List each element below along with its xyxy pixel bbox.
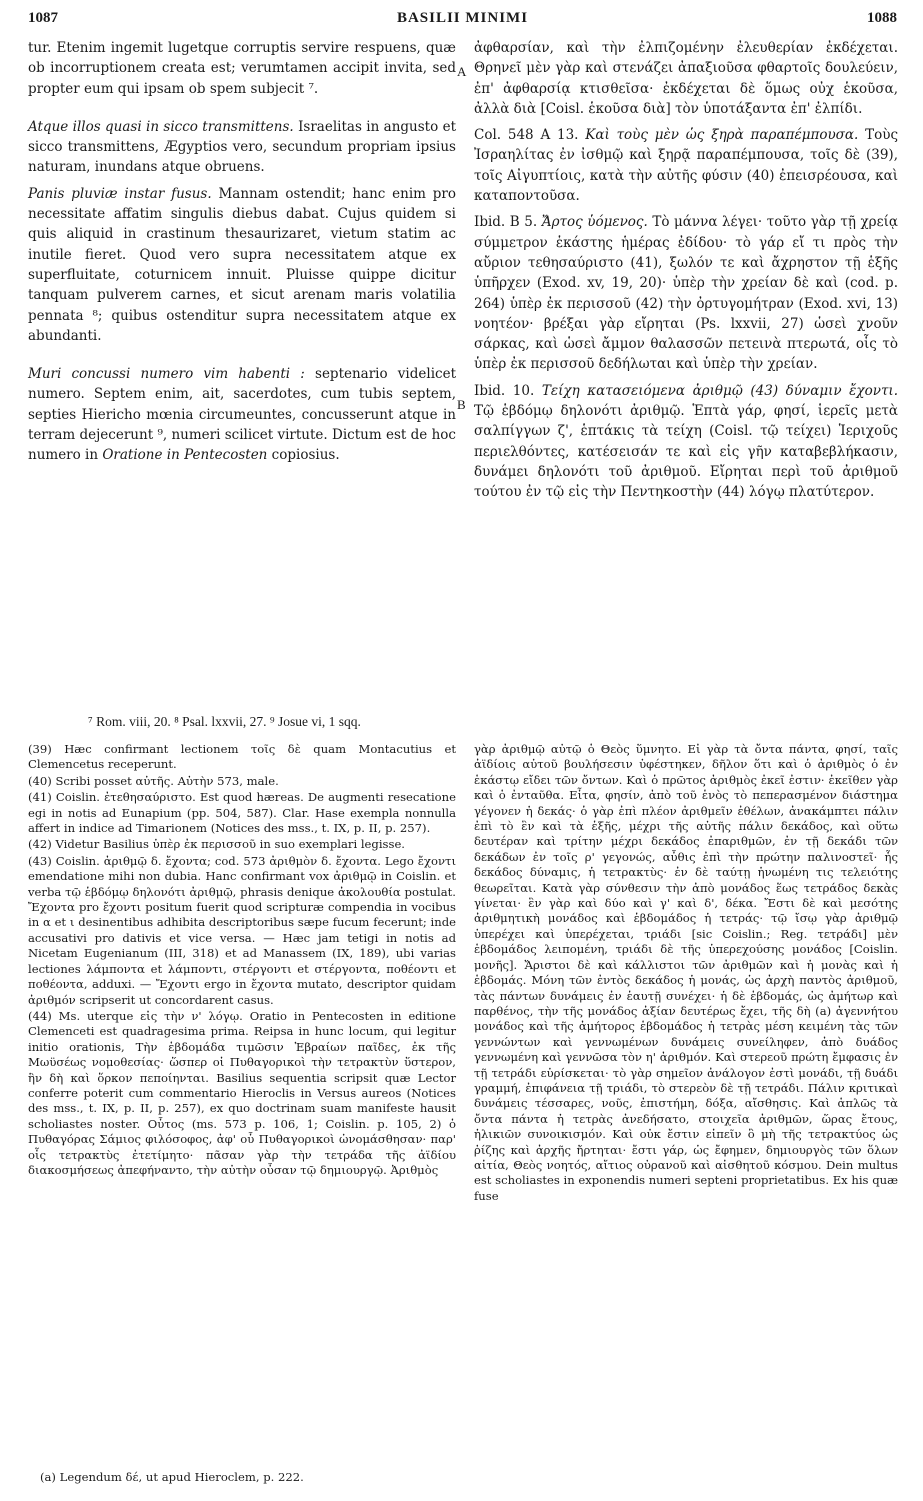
latin-column xyxy=(28,38,456,472)
lemma: Καὶ τοὺς μὲν ὡς ξηρὰ παραπέμπουσα. xyxy=(585,127,859,144)
latin-paragraph: Atque illos quasi in sicco transmittens. Israelitas in angusto et sicco transmittens, Ægyptios vero, secundum propriam ipsius naturam, inundans atque obruens. xyxy=(28,118,456,176)
reference: Oratione in Pentecosten xyxy=(102,447,268,464)
note: (44) Ms. uterque εἰς τὴν ν' λόγῳ. Oratio in Pentecosten in editione Clemenceti est quadragesima prima. Reipsa in hunc locum, qui legitur initio orationis, Τὴν ἑβδομάδα τιμῶσιν Ἑβραίων παῖδες, ἐκ τῆς Μωϋσέως νομοθεσίας· ὥσπερ οἱ Πυθαγορικοὶ τὴν τετρακτὺν ὕστερον, ἣν δὴ καὶ ὅρκον πεποίηνται. Basilius sequentia scripsit quæ Lector conferre poterit cum commentario Hieroclis in Versus aureos (Notices des mss., t. IX, p. II, p. 257), ex quo doctrinam suam manifeste hausit scholiastes noster. Οὗτος (ms. 573 p. 106, 1; Coislin. p. 105, 2) ὁ Πυθαγόρας Σάμιος φιλόσοφος, ἀφ' οὗ Πυθαγορικοὶ ὠνομάσθησαν· παρ' οἷς τετρακτὺς ἐτετίμητο· πᾶσαν γὰρ τὴν τετράδα τῆς ἀϊδίου διακοσμήσεως ἀπεφήναντο, τὴν αὐτὴν οὖσαν τῷ δημιουργῷ. Ἀριθμὸς xyxy=(28,1008,456,1177)
note: (40) Scribi posset αὐτῆς. Αὐτὴν 573, male. xyxy=(28,773,279,788)
margin-marker-b: B xyxy=(457,397,466,412)
lemma: Atque illos quasi in sicco transmittens. xyxy=(28,118,294,135)
lemma: Muri concussi numero vim habenti : xyxy=(28,366,305,383)
lemma: Τείχη κατασειόμενα ἀριθμῷ (43) δύναμιν ἔχοντι. xyxy=(541,382,898,399)
footnote: (a) Legendum δέ, ut apud Hieroclem, p. 222. xyxy=(40,1470,304,1484)
note-continuation: γὰρ ἀριθμῷ αὐτῷ ὁ Θεὸς ὕμνητο. Εἰ γὰρ τὰ ὄντα πάντα, φησί, ταῖς ἀϊδίοις αὐτοῦ βουλήσεσιν ὑφέστηκεν, δῆλον ὅτι καὶ ὁ ἀριθμὸς ὁ ἐν ἑκάστῳ εἴδει τῶν ὄντων. Καὶ ὁ πρῶτος ἀριθμὸς ἐκεῖ ἐστιν· ἐκεῖθεν γὰρ καὶ ὁ ἐνταῦθα. Εἶτα, φησίν, ἀπὸ τοῦ ἑνὸς τὸ πεπερασμένον διάστημα γέγονεν ἡ δεκάς· ὁ γὰρ ἐπὶ πλέον ἀριθμεῖν ἐθέλων, ἀνακάμπτει πάλιν ἐπὶ τὸ ἓν καὶ τὰ ἑξῆς, μέχρι τῆς αὐτῆς πάλιν δεκάδος, καὶ οὕτω δευτέραν καὶ τρίτην μέχρι δεκάδος ἐπαριθμῶν, ἐν τῇ δεκάδι τῶν δεκάδων ἐν τοῖς ρ' γεγονώς, αὖθις ἐπὶ τὴν πρώτην παλινοστεῖ· ἧς δεκάδος δύναμις, ἡ τετρακτὺς· ἐν δὲ ταύτῃ ἡνωμένη τις τελειότης θεωρεῖται. Κατὰ γὰρ σύνθεσιν τὴν ἀπὸ μονάδος ἕως τετράδος δεκὰς γίνεται· ἓν γὰρ καὶ δύο καὶ γ' καὶ δ', δέκα. Ἔστι δὲ καὶ μεσότης ἀριθμητικὴ μονάδος καὶ ἑβδομάδος ἡ τετράς· τῷ ἴσῳ γὰρ ἀριθμῷ ὑπερέχει καὶ ὑπερέχεται, τριάδι [sic Coislin.; Reg. τετράδι] μὲν ἑβδομάδος λειπομένη, τριάδι δὲ τῆς ὑπερεχούσης μονάδος [Coislin. μονῆς]. Ἄριστοι δὲ καὶ κάλλιστοι τῶν ἀριθμῶν καὶ ἡ μονὰς καὶ ἡ ἑβδομάς. Μόνη τῶν ἐντὸς δεκάδος ἡ μονάς, ὡς ἀρχὴ παντὸς ἀριθμοῦ, τὰς πάντων δυνάμεις ἐν ἑαυτῇ συνέχει· ἡ δὲ ἑβδομάς, ὡς ἀμήτωρ καὶ παρθένος, τὴν τῆς μονάδος ἀξίαν δευτέρως ἔχει, τῆς δὴ (a) ἀγεννήτου μονάδος καὶ τῆς ἀμήτορος ἑβδομάδος ἡ τετρὰς μέση κειμένη τὰς τῶν γεννώντων καὶ γεννωμένων δυνάμεις συνείληφεν, ἀπὸ δυάδος γεννωμένη καὶ γεννῶσα τὸν η' ἀριθμόν. Καὶ στερεοῦ πρώτη ἔμφασις ἐν τῇ τετράδι εὑρίσκεται· τὸ γὰρ σημεῖον ἀνάλογον ἐστὶ μονάδι, τῇ δυάδι γραμμή, ἐπιφάνεια τῇ τριάδι, τὸ στερεὸν δὲ τῇ τετράδι. Πάλιν κριτικαὶ δυνάμεις τέσσαρες, νοῦς, ἐπιστήμη, δόξα, αἴσθησις. Καὶ ἁπλῶς τὰ ὄντα πάντα ἡ τετρὰς ἀνεδήσατο, στοιχεῖα ἀριθμῶν, ὥρας ἔτους, ἡλικιῶν συνοικισμόν. Καὶ οὐκ ἔστιν εἰπεῖν ὃ μὴ τῆς τετρακτύος ὡς ῥίζης καὶ ἀρχῆς ἤρτηται· ἔστι γάρ, ὡς ἔφημεν, δημιουργὸς τῶν ὅλων αἰτία, Θεὸς νοητός, αἴτιος οὐρανοῦ καὶ αἰσθητοῦ κόσμου. Dein multus est scholiastes in exponendis numeri septeni proprietatibus. Ex his quæ fuse xyxy=(474,742,898,1203)
greek-paragraph: ἀφθαρσίαν, καὶ τὴν ἐλπιζομένην ἐλευθερίαν ἐκδέχεται. Θρηνεῖ μὲν γὰρ καὶ στενάζει ἀπαξιοῦσα φθαρτοῖς δουλεύειν, ἐπ' ἀφθαρσίᾳ κτισθεῖσα· ἐκδέχεται δὲ ὅμως οὐχ ἑκοῦσα, ἀλλὰ διὰ [Coisl. ἑκοῦσα διὰ] τὸν ὑποτάξαντα ἐπ' ἐλπίδι. xyxy=(474,40,898,117)
page-number-right: 1088 xyxy=(867,10,897,26)
greek-paragraph: Ibid. B 5. Ἄρτος ὑόμενος. Τὸ μάννα λέγει· τοῦτο γὰρ τῇ χρείᾳ σύμμετρον ἑκάστης ἡμέρας ἐδίδου· τὸ γάρ εἴ τι πρὸς τὴν αὔριον τεθησαύριστο (41), ξωλόν τε καὶ ἄχρηστον τῇ ἑξῆς ὑπῆρχεν (Exod. xv, 19, 20)· ὑπὲρ τὴν χρείαν δὲ καὶ (cod. p. 264) ὑπὲρ ἐκ περισσοῦ (42) τὴν ὀρτυγομήτραν (Exod. xvi, 13) νοητέον· βρέξαι γὰρ εἴρηται (Ps. lxxvii, 27) ὡσεὶ χνοῦν σάρκας, καὶ ὡσεὶ ἄμμον θαλασσῶν πετεινὰ πτερωτά, οἷς τὸ ὑπὲρ ἐκ περισσοῦ δεδήλωται καὶ ὑπὲρ τὴν χρείαν. xyxy=(474,214,898,373)
page-number-left: 1087 xyxy=(28,10,58,26)
notes-left xyxy=(28,742,456,1179)
running-title: BASILII MINIMI xyxy=(396,10,529,26)
latin-paragraph: tur. Etenim ingemit lugetque corruptis servire respuens, quæ ob incorruptionem creata est; verumtamen accipit invita, sed propter eum qui ipsam ob spem subjecit ⁷. xyxy=(28,40,456,97)
notes-right xyxy=(474,742,898,1205)
lemma: Panis pluviæ instar fusus. xyxy=(28,185,212,202)
greek-paragraph: Ibid. 10. Τείχη κατασειόμενα ἀριθμῷ (43) δύναμιν ἔχοντι. Τῷ ἑβδόμῳ δηλονότι ἀριθμῷ. Ἑπτὰ γάρ, φησί, ἱερεῖς μετὰ σαλπίγγων ζ', ἑπτάκις τὰ τείχη (Coisl. τῷ τείχει) Ἱεριχοῦς περιελθόντες, κατέσεισάν τε καὶ εἰς γῆν καταβεβλήκασιν, δυνάμει δηλονότι τοῦ ἀριθμοῦ. Εἴρηται περὶ τοῦ ἀριθμοῦ τούτου ἐν τῷ εἰς τὴν Πεντηκοστὴν (44) λόγῳ πλατύτερον. xyxy=(474,382,898,501)
lemma: Ἄρτος ὑόμενος. xyxy=(541,214,648,231)
note: (41) Coislin. ἐτεθησαύριστο. Est quod hæreas. De augmenti resecatione egi in notis ad Eunapium (pp. 504, 587). Clar. Hase exempla nonnulla affert in indice ad Timarionem (Notices des mss., t. IX, p. II, p. 257). xyxy=(28,790,456,836)
note: (43) Coislin. ἀριθμῷ δ. ἔχοντα; cod. 573 ἀριθμὸν δ. ἔχοντα. Lego ἔχοντι emendatione mihi non dubia. Hanc confirmant vox ἀριθμῷ in Coislin. et verba τῷ ἑβδόμῳ δηλονότι ἀριθμῷ, phrasis denique ἀκολουθία postulat. Ἔχοντα pro ἔχοντι positum fuerit quod scripturæ compendia in vocibus in α et ι desinentibus adhibita descriptoribus sæpe fucum fecerunt; inde accusativi pro dativis et vice versa. — Hæc jam tetigi in notis ad Nicetam Eugenianum (III, 318) et ad Manassem (IX, 189), ubi varias lectiones λάμποντα et λάμποντι, στέργοντι et στέργοντα, ποθέοντι et ποθέοντα, adduxi. — Ἔχοντι ergo in ἔχοντα mutato, descriptor quidam ἀριθμόν scripserit ut concordarent casus. xyxy=(28,853,456,1007)
greek-column xyxy=(474,38,898,509)
page-header xyxy=(28,6,897,32)
note: (42) Videtur Basilius ὑπὲρ ἐκ περισσοῦ in suo exemplari legisse. xyxy=(28,837,405,852)
note: (39) Hæc confirmant lectionem τοῖς δὲ quam Montacutius et Clemencetus receperunt. xyxy=(28,742,456,772)
bible-references: ⁷ Rom. viii, 20. ⁸ Psal. lxxvii, 27. ⁹ Josue vi, 1 sqq. xyxy=(88,714,361,729)
greek-paragraph: Col. 548 A 13. Καὶ τοὺς μὲν ὡς ξηρὰ παραπέμπουσα. Τοὺς Ἰσραηλίτας ἐν ἰσθμῷ καὶ ξηρᾷ παραπέμπουσα, τοῖς δὲ (39), τοῖς Αἰγυπτίοις, κατὰ τὴν αὐτῆς φύσιν (40) ἐπεισρέουσα, καὶ καταποντοῦσα. xyxy=(474,127,899,205)
latin-paragraph: Panis pluviæ instar fusus. Mannam ostendit; hanc enim pro necessitate affatim singulis diebus dabat. Cujus quidem si quis aliquid in crastinum thesaurizaret, vietum statim ac inutile fieret. Quod vero supra necessitatem atque ex superfluitate, coturnicem innuit. Pluisse quippe dicitur tanquam pulverem carnes, et sicut arenam maris volatilia pennata ⁸; quibus ostenditur supra necessitatem atque ex abundanti. xyxy=(28,185,456,344)
margin-marker-a: A xyxy=(457,64,467,79)
latin-paragraph: Muri concussi numero vim habenti : septenario videlicet numero. Septem enim, ait, sacerdotes, cum tubis septem, septies Hiericho mœnia circumeuntes, concusserunt atque in terram dejecerunt ⁹, numeri scilicet virtute. Dictum est de hoc numero in Oratione in Pentecosten copiosius. xyxy=(28,366,456,464)
